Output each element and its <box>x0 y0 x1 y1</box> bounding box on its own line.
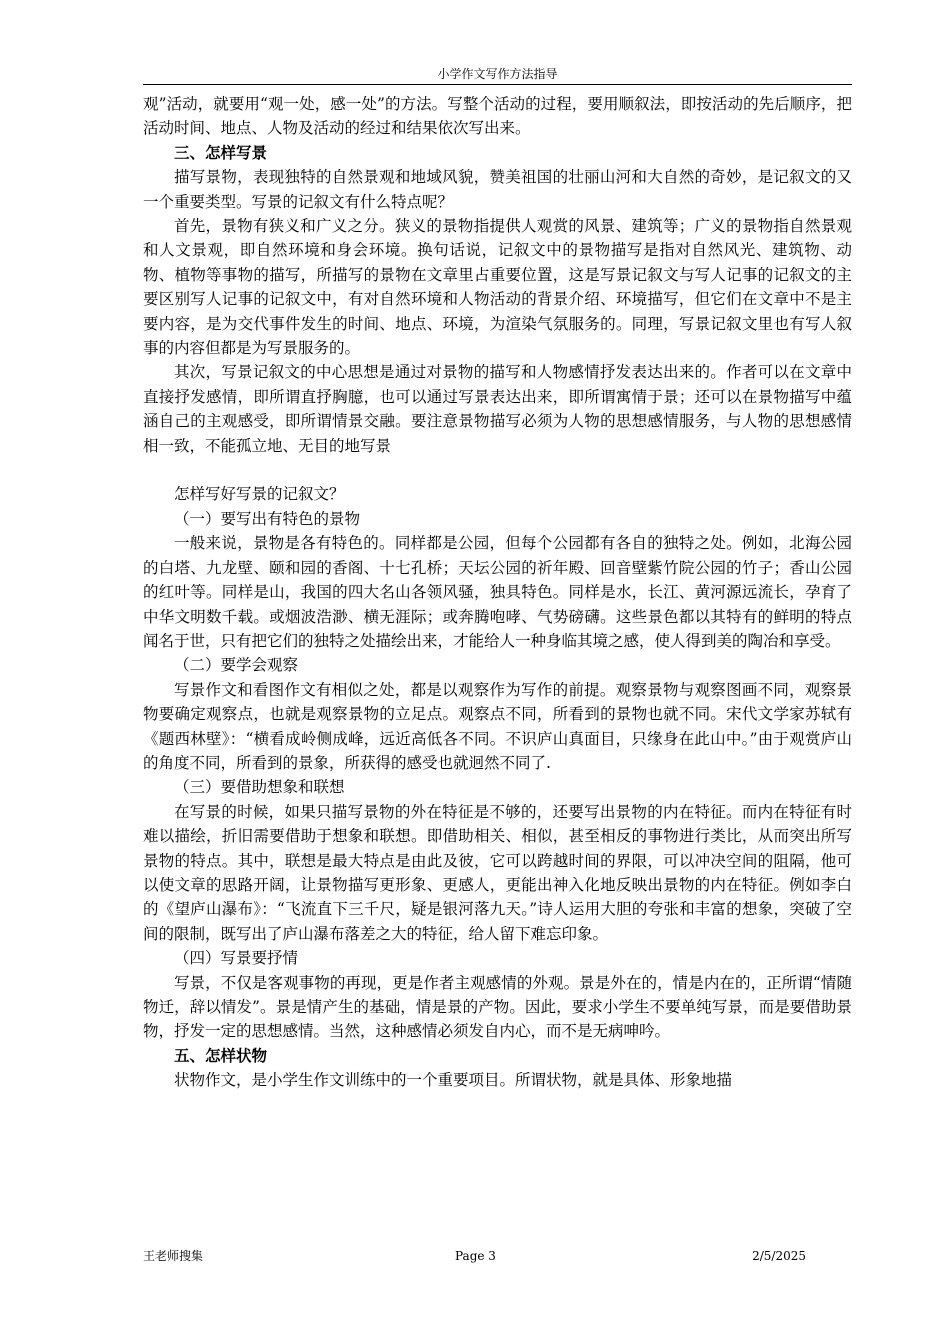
body-paragraph: 怎样写好写景的记叙文？ <box>174 485 345 504</box>
page-header-title: 小学作文写作方法指导 <box>437 67 558 81</box>
section-heading: 五、怎样状物 <box>174 1045 268 1065</box>
body-paragraph: （二）要学会观察 <box>174 656 299 675</box>
footer-page-number: Page 3 <box>455 1249 496 1263</box>
footer-author: 王老师搜集 <box>143 1249 204 1263</box>
section-heading: 三、怎样写景 <box>174 142 268 162</box>
body-paragraph: （四）写景要抒情 <box>174 949 299 968</box>
body-paragraph: 在写景的时候，如果只描写景物的外在特征是不够的，还要写出景物的内在特征。而内在特征有时难以描绘，折旧需要借助于想象和联想。即借助相关、相似，甚至相反的事物进行类比，从而突出所写景物的特点。其中，联想是最大特点是由此及彼，它可以跨越时间的界限，可以冲决空间的阻隔，他可以使文章的思路开阔，让景物描写更形象、更感人，更能出神入化地反映出景物的内在特征。例如李白的《望庐山瀑布》：“飞流直下三千尺，疑是银河落九天。”诗人运用大胆的夸张和丰富的想象，突破了空间的限制，既写出了庐山瀑布落差之大的特征，给人留下难忘印象。 <box>143 802 852 943</box>
body-paragraph: 其次，写景记叙文的中心思想是通过对景物的描写和人物感情抒发表达出来的。作者可以在文章中直接抒发感情，即所谓直抒胸臆，也可以通过写景表达出来，即所谓寓情于景；还可以在景物描写中蕴涵自己的主观感受，即所谓情景交融。要注意景物描写必须为人物的思想感情服务，与人物的思想感情相一致，不能孤立地、无目的地写景 <box>143 363 852 455</box>
page-footer <box>143 1248 852 1264</box>
body-paragraph: （三）要借助想象和联想 <box>174 778 345 797</box>
document-body <box>143 92 852 1093</box>
body-paragraph: 写景作文和看图作文有相似之处，都是以观察作为写作的前提。观察景物与观察图画不同，观察景物要确定观察点，也就是观察景物的立足点。观察点不同，所看到的景物也就不同。宋代文学家苏轼有《题西林壁》：“横看成岭侧成峰，远近高低各不同。不识庐山真面目，只缘身在此山中。”由于观赏庐山的角度不同，所看到的景象，所获得的感受也就迥然不同了. <box>143 680 852 772</box>
footer-date: 2/5/2025 <box>752 1249 806 1263</box>
body-paragraph: 首先，景物有狭义和广义之分。狭义的景物指提供人观赏的风景、建筑等；广义的景物指自然景观和人文景观，即自然环境和身会环境。换句话说，记叙文中的景物描写是指对自然风光、建筑物、动物、植物等事物的描写，所描写的景物在文章里占重要位置，这是写景记叙文与写人记事的记叙文的主要区别写人记事的记叙文中，有对自然环境和人物活动的背景介绍、环境描写，但它们在文章中不是主要内容，是为交代事件发生的时间、地点、环境，为渲染气氛服务的。同理，写景记叙文里也有写人叙事的内容但都是为写景服务的。 <box>143 217 852 358</box>
body-paragraph: 状物作文，是小学生作文训练中的一个重要项目。所谓状物，就是具体、形象地描 <box>174 1071 733 1090</box>
body-paragraph: 写景，不仅是客观事物的再现，更是作者主观感情的外观。景是外在的，情是内在的，正所谓“情随物迁，辞以情发”。景是情产生的基础，情是景的产物。因此，要求小学生不要单纯写景，而是要借助景物，抒发一定的思想感情。当然，这种感情必须发自内心，而不是无病呻吟。 <box>143 973 852 1041</box>
body-paragraph: （一）要写出有特色的景物 <box>174 509 361 528</box>
blank-line <box>143 458 852 482</box>
body-paragraph: 一般来说，景物是各有特色的。同样都是公园，但每个公园都有各自的独特之处。例如，北海公园的白塔、九龙壁、颐和园的香阁、十七孔桥；天坛公园的祈年殿、回音壁紫竹院公园的竹子；香山公园的红叶等。同样是山，我国的四大名山各领风骚，独具特色。同样是水，长江、黄河源远流长，孕育了中华文明数千载。或烟波浩渺、横无涯际；或奔腾咆哮、气势磅礴。这些景色都以其特有的鲜明的特点闻名于世，只有把它们的独特之处描绘出来，才能给人一种身临其境之感，使人得到美的陶冶和享受。 <box>143 534 852 650</box>
body-paragraph: 描写景物，表现独特的自然景观和地域风貌，赞美祖国的壮丽山河和大自然的奇妙，是记叙文的又一个重要类型。写景的记叙文有什么特点呢？ <box>143 168 852 211</box>
header-rule <box>143 84 852 85</box>
body-paragraph: 观”活动，就要用“观一处，感一处”的方法。写整个活动的过程，要用顺叙法，即按活动的先后顺序，把活动时间、地点、人物及活动的经过和结果依次写出来。 <box>143 95 852 138</box>
